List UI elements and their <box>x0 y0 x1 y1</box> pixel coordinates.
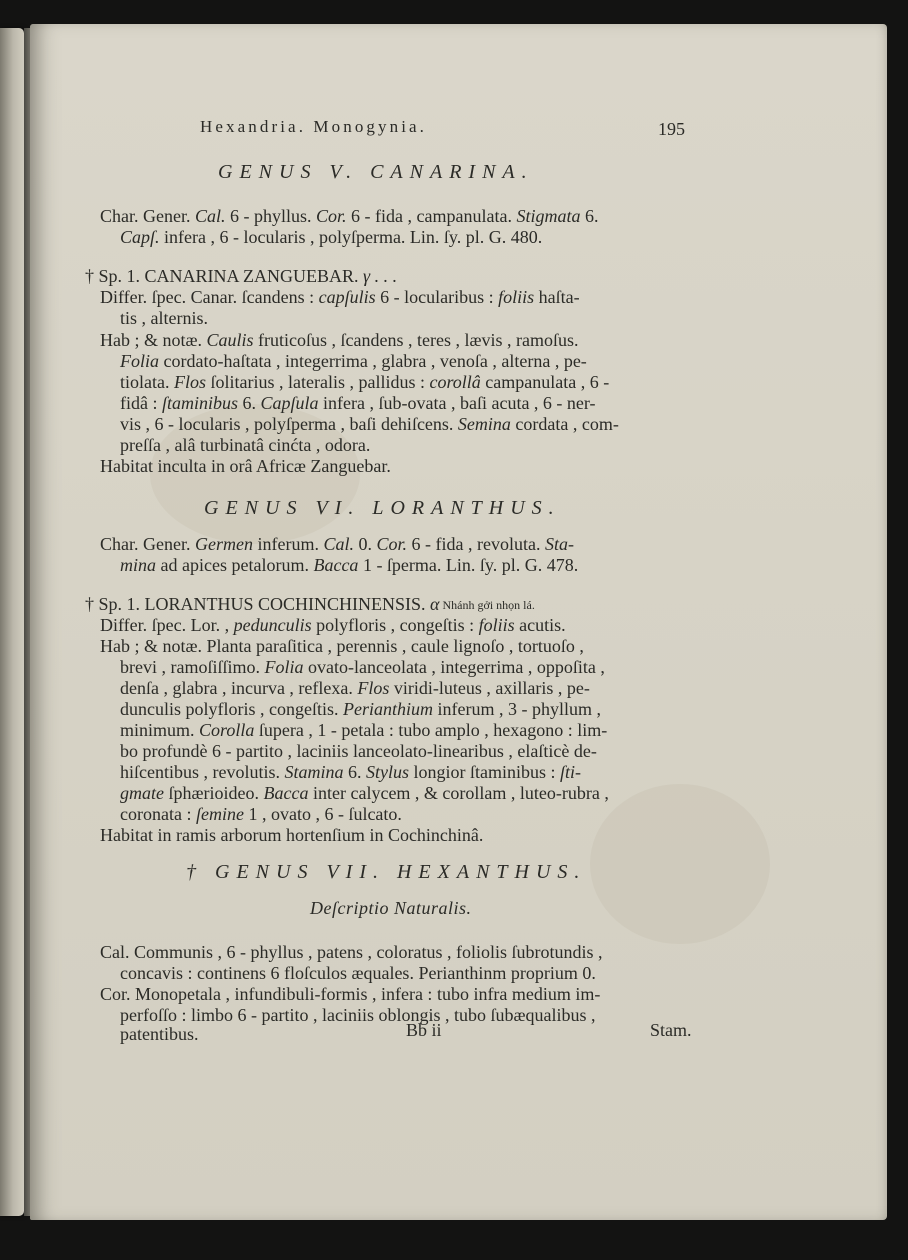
species-text-line: Folia cordato-haſtata , integerrima , glabra , venoſa , alterna , pe- <box>120 351 587 371</box>
species-text-line: tis , alternis. <box>120 308 208 328</box>
description-line: patentibus. <box>120 1024 199 1044</box>
species-heading: † Sp. 1. CANARINA ZANGUEBAR. γ . . . <box>85 266 398 286</box>
species-text-line: minimum. Corolla ſupera , 1 - petala : tubo amplo , hexagono : lim- <box>120 720 608 740</box>
char-gener-line: Char. Gener. Cal. 6 - phyllus. Cor. 6 - fida , campanulata. Stigmata 6. <box>100 206 599 226</box>
char-gener-line: Capſ. infera , 6 - locularis , polyſperma. Lin. ſy. pl. G. 480. <box>120 227 543 247</box>
habitat-line: Habitat inculta in orâ Africæ Zanguebar. <box>100 456 391 476</box>
section-subheading: Deſcriptio Naturalis. <box>310 898 472 918</box>
page-number: 195 <box>658 119 685 139</box>
species-heading: † Sp. 1. LORANTHUS COCHINCHINENSIS. α Nhánh gởi nhọn lá. <box>85 594 535 614</box>
signature-mark: Bb ii <box>406 1020 442 1040</box>
paper-stain <box>590 784 770 944</box>
species-text-line: Differ. ſpec. Lor. , pedunculis polyfloris , congeſtis : foliis acutis. <box>100 615 566 635</box>
species-text-line: gmate ſphærioideo. Bacca inter calycem , & corollam , luteo-rubra , <box>120 783 609 803</box>
genus-heading: GENUS V. CANARINA. <box>218 161 534 183</box>
genus-heading: GENUS VI. LORANTHUS. <box>204 497 561 519</box>
species-text-line: Hab ; & notæ. Planta paraſitica , perennis , caule lignoſo , tortuoſo , <box>100 636 584 656</box>
species-text-line: brevi , ramoſiſſimo. Folia ovato-lanceolata , integerrima , oppoſita , <box>120 657 605 677</box>
species-text-line: bo profundè 6 - partito , laciniis lanceolato-linearibus , elaſticè de- <box>120 741 597 761</box>
facing-page-edge <box>0 28 24 1216</box>
char-gener-line: Char. Gener. Germen inferum. Cal. 0. Cor. 6 - fida , revoluta. Sta- <box>100 534 574 554</box>
species-text-line: dunculis polyfloris , congeſtis. Perianthium inferum , 3 - phyllum , <box>120 699 601 719</box>
species-text-line: tiolata. Flos ſolitarius , lateralis , pallidus : corollâ campanulata , 6 - <box>120 372 610 392</box>
description-line: Cal. Communis , 6 - phyllus , patens , coloratus , foliolis ſubrotundis , <box>100 942 603 962</box>
species-text-line: Differ. ſpec. Canar. ſcandens : capſulis 6 - locularibus : foliis haſta- <box>100 287 580 307</box>
habitat-line: Habitat in ramis arborum hortenſium in Cochinchinâ. <box>100 825 484 845</box>
char-gener-line: mina ad apices petalorum. Bacca 1 - ſperma. Lin. ſy. pl. G. 478. <box>120 555 579 575</box>
species-text-line: Hab ; & notæ. Caulis fruticoſus , ſcandens , teres , lævis , ramoſus. <box>100 330 579 350</box>
species-text-line: preſſa , alâ turbinatâ cinćta , odora. <box>120 435 371 455</box>
genus-heading: † GENUS VII. HEXANTHUS. <box>186 861 587 883</box>
book-page <box>30 24 887 1220</box>
species-text-line: coronata : ſemine 1 , ovato , 6 - ſulcato. <box>120 804 402 824</box>
species-text-line: denſa , glabra , incurva , reflexa. Flos viridi-luteus , axillaris , pe- <box>120 678 590 698</box>
description-line: Cor. Monopetala , infundibuli-formis , infera : tubo infra medium im- <box>100 984 601 1004</box>
species-text-line: fidâ : ſtaminibus 6. Capſula infera , ſub-ovata , baſi acuta , 6 - ner- <box>120 393 596 413</box>
running-head: Hexandria. Monogynia. <box>200 117 428 136</box>
description-line: perfoſſo : limbo 6 - partito , laciniis oblongis , tubo ſubæqualibus , <box>120 1005 596 1025</box>
species-text-line: hiſcentibus , revolutis. Stamina 6. Stylus longior ſtaminibus : ſti- <box>120 762 581 782</box>
species-text-line: vis , 6 - locularis , polyſperma , baſi dehiſcens. Semina cordata , com- <box>120 414 619 434</box>
catchword: Stam. <box>650 1020 692 1040</box>
description-line: concavis : continens 6 floſculos æquales. Perianthinm proprium 0. <box>120 963 596 983</box>
